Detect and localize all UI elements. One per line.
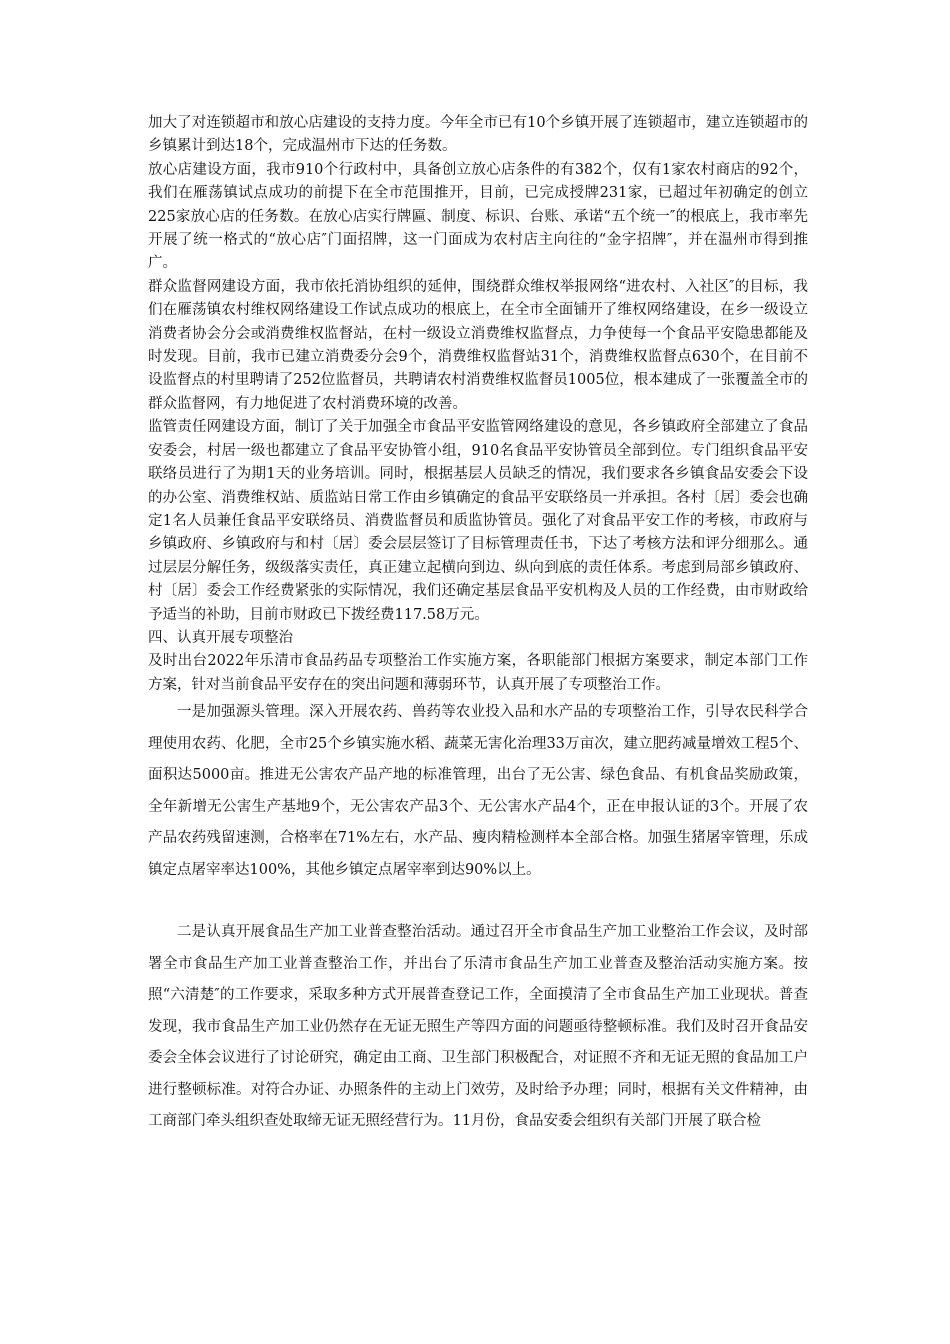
paragraph-production-census: 二是认真开展食品生产加工业普查整治活动。通过召开全市食品生产加工业整治工作会议，及时部署全市食品生产加工业普查整治工作，并出台了乐清市食品生产加工业普查及整治活动实施方案。按照“六清楚″的工作要求，采取多种方式开展普查登记工作，全面摸清了全市食品生产加工业现状。普查发现，我市食品生产加工业仍然存在无证无照生产等四方面的问题亟待整顿标准。我们及时召开食品安委会全体会议进行了讨论研究，确定由工商、卫生部门积极配合，对证照不齐和无证无照的食品加工户进行整顿标准。对符合办证、办照条件的主动上门效劳，及时给予办理；同时，根据有关文件精神，由工商部门牵头组织查处取缔无证无照经营行为。11月份，食品安委会组织有关部门开展了联合检 <box>148 924 808 1130</box>
loose-section <box>148 697 808 1138</box>
document-page <box>148 112 808 1138</box>
paragraph-special-rectification: 及时出台2022年乐清市食品药品专项整治工作实施方案，各职能部门根据方案要求，制定本部门工作方案，针对当前食品平安存在的突出问题和薄弱环节，认真开展了专项整治工作。 <box>148 653 808 693</box>
paragraph-safe-stores: 放心店建设方面，我市910个行政村中，具备创立放心店条件的有382个，仅有1家农村商店的92个，我们在雁荡镇试点成功的前提下在全市范围推开，目前，已完成授牌231家，已超过年初确定的创立225家放心店的任务数。在放心店实行牌匾、制度、标识、台账、承诺“五个统一″的根底上，我市率先开展了统一格式的“放心店″门面招牌，这一门面成为农村店主向往的“金字招牌″，并在温州市得到推广。 <box>148 161 808 272</box>
paragraph-chain-supermarkets: 加大了对连锁超市和放心店建设的支持力度。今年全市已有10个乡镇开展了连锁超市，建立连锁超市的乡镇累计到达18个，完成温州市下达的任务数。 <box>148 115 808 155</box>
paragraph-responsibility-network: 监管责任网建设方面，制订了关于加强全市食品平安监管网络建设的意见，各乡镇政府全部建立了食品安委会，村居一级也都建立了食品平安协管小组，910名食品平安协管员全部到位。专门组织食品平安联络员进行了为期1天的业务培训。同时，根据基层人员缺乏的情况，我们要求各乡镇食品安委会下设的办公室、消费维权站、质监站日常工作由乡镇确定的食品平安联络员一并承担。各村〔居〕委会也确定1名人员兼任食品平安联络员、消费监督员和质监协管员。强化了对食品平安工作的考核，市政府与乡镇政府、乡镇政府与和村〔居〕委会层层签订了目标管理责任书，下达了考核方法和评分细那么。通过层层分解任务，级级落实责任，真正建立起横向到边、纵向到底的责任体系。考虑到局部乡镇政府、村〔居〕委会工作经费紧张的实际情况，我们还确定基层食品平安机构及人员的工作经费，由市财政给予适当的补助，目前市财政已下拨经费117.58万元。 <box>148 419 808 623</box>
paragraph-public-supervision: 群众监督网建设方面，我市依托消协组织的延伸，围绕群众维权举报网络“进农村、入社区″的目标，我们在雁荡镇农村维权网络建设工作试点成功的根底上，在全市全面铺开了维权网络建设，在乡一级设立消费者协会分会或消费维权监督站，在村一级设立消费维权监督点，力争使每一个食品平安隐患都能及时发现。目前，我市已建立消费委分会9个，消费维权监督站31个，消费维权监督点630个，在目前不设监督点的村里聘请了252位监督员，共聘请农村消费维权监督员1005位，根本建成了一张覆盖全市的群众监督网，有力地促进了农村消费环境的改善。 <box>148 278 808 412</box>
section-heading-4: 四、认真开展专项整治 <box>148 629 293 646</box>
paragraph-source-management: 一是加强源头管理。深入开展农药、兽药等农业投入品和水产品的专项整治工作，引导农民科学合理使用农药、化肥，全市25个乡镇实施水稻、蔬菜无害化治理33万亩次，建立肥药减量增效工程5个、面积达5000亩。推进无公害农产品产地的标准管理，出台了无公害、绿色食品、有机食品奖励政策，全年新增无公害生产基地9个，无公害农产品3个、无公害水产品4个，正在申报认证的3个。开展了农产品农药残留速测，合格率在71%左右，水产品、瘦肉精检测样本全部合格。加强生猪屠宰管理，乐成镇定点屠宰率达100%，其他乡镇定点屠宰率到达90%以上。 <box>148 704 808 878</box>
intro-section <box>148 650 808 697</box>
tight-section <box>148 112 808 650</box>
